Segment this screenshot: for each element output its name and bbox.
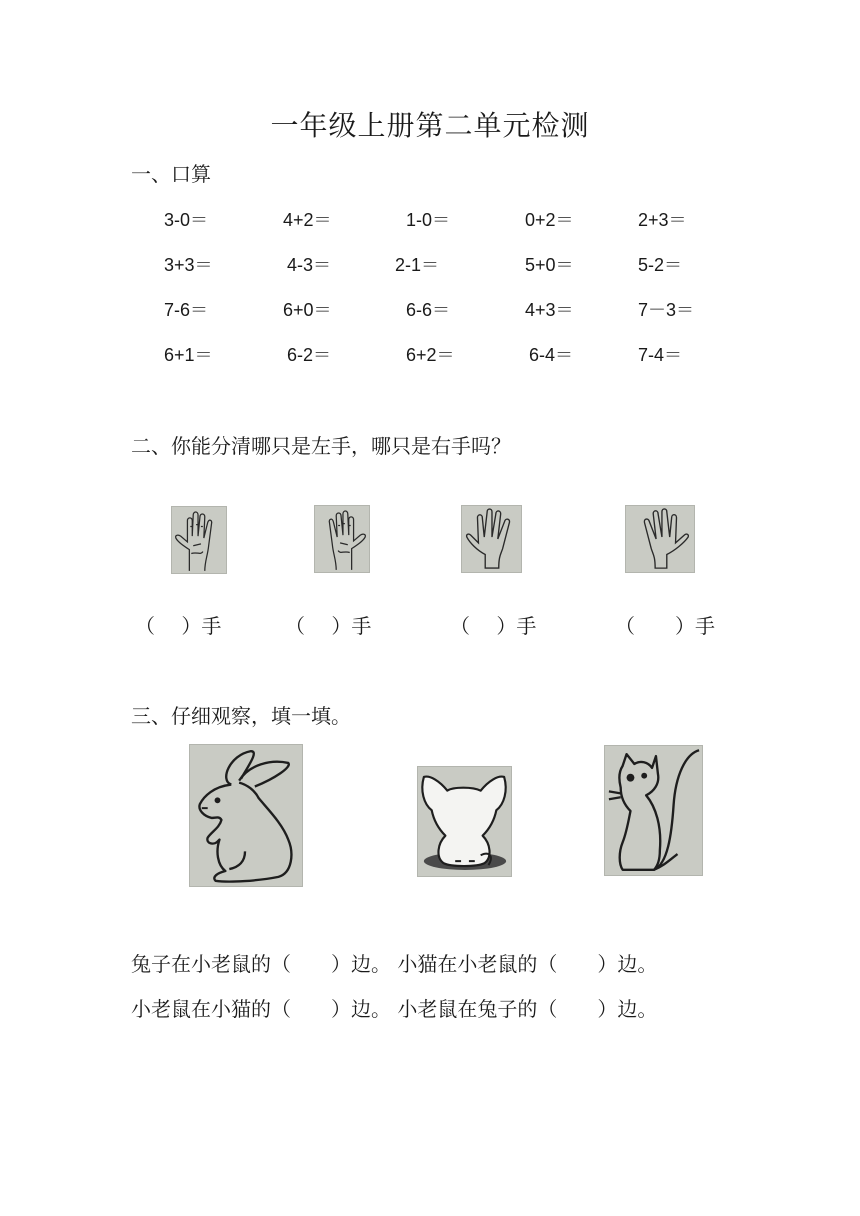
equation: 6-2＝ — [287, 345, 332, 365]
back-hand-image-2 — [625, 505, 695, 573]
equation: 7-4＝ — [638, 345, 683, 365]
equation: 6-4＝ — [529, 345, 574, 365]
section2-heading: 二、你能分清哪只是左手，哪只是右手吗？ — [131, 434, 511, 458]
equation: 2-1＝ — [395, 255, 440, 275]
palm-hand-image-1 — [171, 506, 227, 574]
equation: 5-2＝ — [638, 255, 683, 275]
equation: 4-3＝ — [287, 255, 332, 275]
mouse-image — [417, 766, 512, 877]
equation: 5+0＝ — [525, 255, 574, 275]
section1-heading: 一、口算 — [131, 162, 211, 186]
equation: 1-0＝ — [406, 210, 451, 230]
equation: 0+2＝ — [525, 210, 574, 230]
fill-sentence-1[interactable]: 兔子在小老鼠的（ ）边。 小猫在小老鼠的（ ）边。 — [131, 952, 658, 976]
hand-answer-blank[interactable]: （ ）手 — [615, 614, 715, 638]
cat-image — [604, 745, 703, 876]
equation: 4+2＝ — [283, 210, 332, 230]
page-title: 一年级上册第二单元检测 — [270, 109, 590, 142]
equation: 4+3＝ — [525, 300, 574, 320]
rabbit-image — [189, 744, 303, 887]
section3-heading: 三、仔细观察，填一填。 — [131, 704, 351, 728]
rabbit-icon — [190, 745, 302, 886]
equation: 3+3＝ — [164, 255, 213, 275]
hand-answer-blank[interactable]: （ ）手 — [285, 614, 372, 638]
equation: 6+1＝ — [164, 345, 213, 365]
hand-palm-icon — [315, 506, 369, 572]
hand-back-icon — [462, 506, 521, 572]
equation: 3-0＝ — [164, 210, 209, 230]
fill-sentence-2[interactable]: 小老鼠在小猫的（ ）边。 小老鼠在兔子的（ ）边。 — [131, 997, 658, 1021]
hand-answer-blank[interactable]: （ ）手 — [450, 614, 537, 638]
hand-answer-blank[interactable]: （ ）手 — [135, 614, 222, 638]
equation: 6+2＝ — [406, 345, 455, 365]
back-hand-image-1 — [461, 505, 522, 573]
hand-back-icon — [626, 506, 694, 572]
equation: 7-6＝ — [164, 300, 209, 320]
cat-icon — [605, 746, 702, 875]
equation: 2+3＝ — [638, 210, 687, 230]
palm-hand-image-2 — [314, 505, 370, 573]
equation: 6-6＝ — [406, 300, 451, 320]
mouse-icon — [418, 767, 511, 876]
hand-palm-icon — [172, 507, 226, 573]
equation: 6+0＝ — [283, 300, 332, 320]
equation: 7－3＝ — [638, 300, 695, 320]
